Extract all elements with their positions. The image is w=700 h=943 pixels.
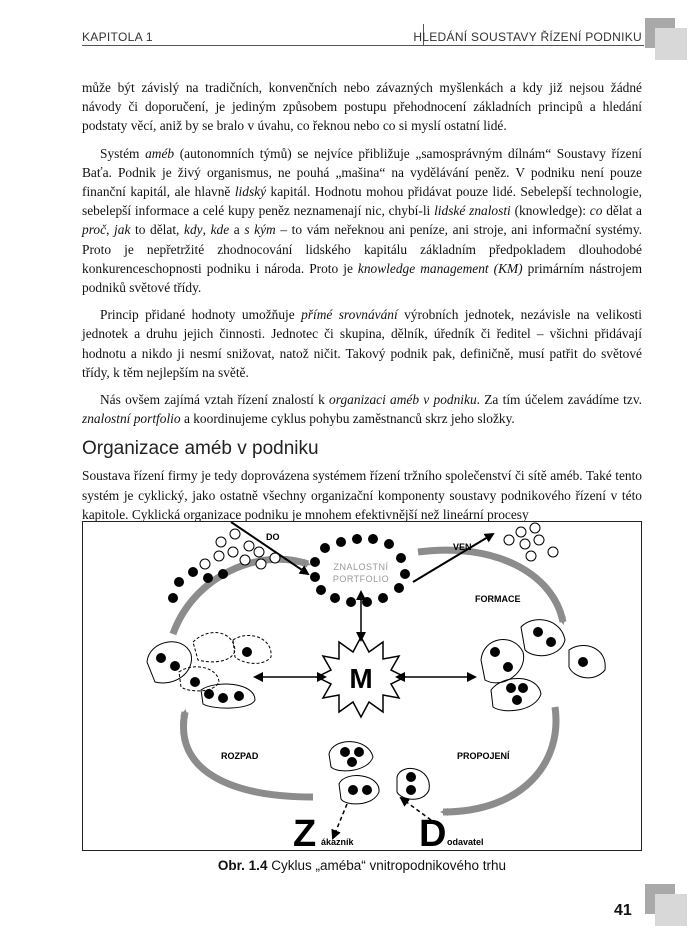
- paragraph-2: Systém améb (autonomních týmů) se nejvíce přibližuje „samosprávným dílnám“ Soustavy řízení Baťa. Podnik je živý organismus, ne pouhá „mašina“ na vydělávání peněz. V podniku není pouze finanční kapitál, ale hlavně lidský kapitál. Hodnotu mohou přidávat pouze lidé. Sebelepší technologie, sebelepší informace a celé kupy peněz neznamenají nic, chybí-li lidské znalosti (knowledge): co dělat a proč, jak to dělat, kdy, kde a s kým – to vám neřeknou ani peníze, ani stroje, ani informační systémy. Proto je nepřetržité zhodnocování lidského kapitálu základním předpokladem dlouhodobé konkurenceschopnosti podniku i národa. Proto je knowledge management (KM) primárním nástrojem podniků světové třídy.: [82, 145, 643, 296]
- rozpad-label: ROZPAD: [221, 751, 259, 761]
- paragraph-3: Princip přidané hodnoty umožňuje přímé srovnávání výrobních jednotek, nezávisle na velikosti jednotek a druhu jejich činnosti. Jednotec či skupina, dělník, úředník či ředitel – všichni přidávají hodnotu a nikdo ji nesmí snižovat, natož ničit. Takový podnik pak, definičně, musí patřit do světové třídy, k těm nejlepším na světě.: [82, 307, 642, 380]
- portfolio-label-2: PORTFOLIO: [332, 574, 390, 584]
- chapter-label: KAPITOLA 1: [82, 30, 153, 44]
- cycle-arrow-top-right: [418, 550, 563, 622]
- dashed-arrow-zakaznik: [333, 804, 347, 838]
- running-header: [82, 24, 644, 48]
- body-text: [82, 78, 642, 532]
- bottom-cell-dots: [340, 747, 416, 795]
- page-number: 41: [614, 902, 632, 919]
- amoeba-cycle-figure: [82, 521, 642, 851]
- caption-text: Cyklus „améba“ vnitropodnikového trhu: [267, 858, 507, 873]
- do-label: DO: [266, 532, 280, 542]
- propojeni-label: PROPOJENÍ: [457, 751, 510, 761]
- dodavatel-big-letter: D: [419, 813, 447, 850]
- ven-label: VEN: [453, 542, 472, 552]
- paragraph-5: Soustava řízení firmy je tedy doprovázena systémem řízení tržního společenství či sítě améb. Také tento systém je cyklický, jako ostatně všechny organizační komponenty soustavy podnikového řízení v této kapitole. Cyklická organizace podniku je mnohem efektivnější než lineární procesy: [82, 468, 642, 522]
- figure-caption: [82, 858, 642, 873]
- zakaznik-rest: ákazník: [321, 837, 354, 847]
- portfolio-label-1: ZNALOSTNÍ: [333, 562, 389, 572]
- zakaznik-big-letter: Z: [293, 813, 317, 850]
- center-m: M: [349, 663, 373, 694]
- formace-label: FORMACE: [475, 594, 521, 604]
- right-cell-dots: [490, 627, 588, 705]
- paragraph-1: může být závislý na tradičních, konvenčních nebo závazných myšlenkách a kdy již nejsou žádné návody či doporučení, je jediným způsobem postupu přehodnocení základních principů a hledání podstaty věcí, aniž by se bralo v úvahu, co řeknou nebo co si myslí ostatní lidé.: [82, 80, 642, 134]
- corner-square-top-light: [655, 28, 687, 60]
- hollow-circles-right: [504, 523, 558, 561]
- paragraph-4: Nás ovšem zajímá vztah řízení znalostí k organizaci améb v podniku. Za tím účelem zavádíme tzv. znalostní portfolio a koordinujeme cyklus pohybu zaměstnanců skrz jeho složky.: [82, 392, 643, 427]
- section-heading: Organizace améb v podniku: [82, 438, 319, 460]
- dodavatel-rest: odavatel: [447, 837, 484, 847]
- left-cell-dots: [156, 647, 252, 703]
- corner-square-bottom-light: [655, 894, 687, 926]
- chapter-title: HLEDÁNÍ SOUSTAVY ŘÍZENÍ PODNIKU: [413, 30, 642, 44]
- caption-number: Obr. 1.4: [217, 858, 268, 873]
- header-rule: [82, 45, 644, 46]
